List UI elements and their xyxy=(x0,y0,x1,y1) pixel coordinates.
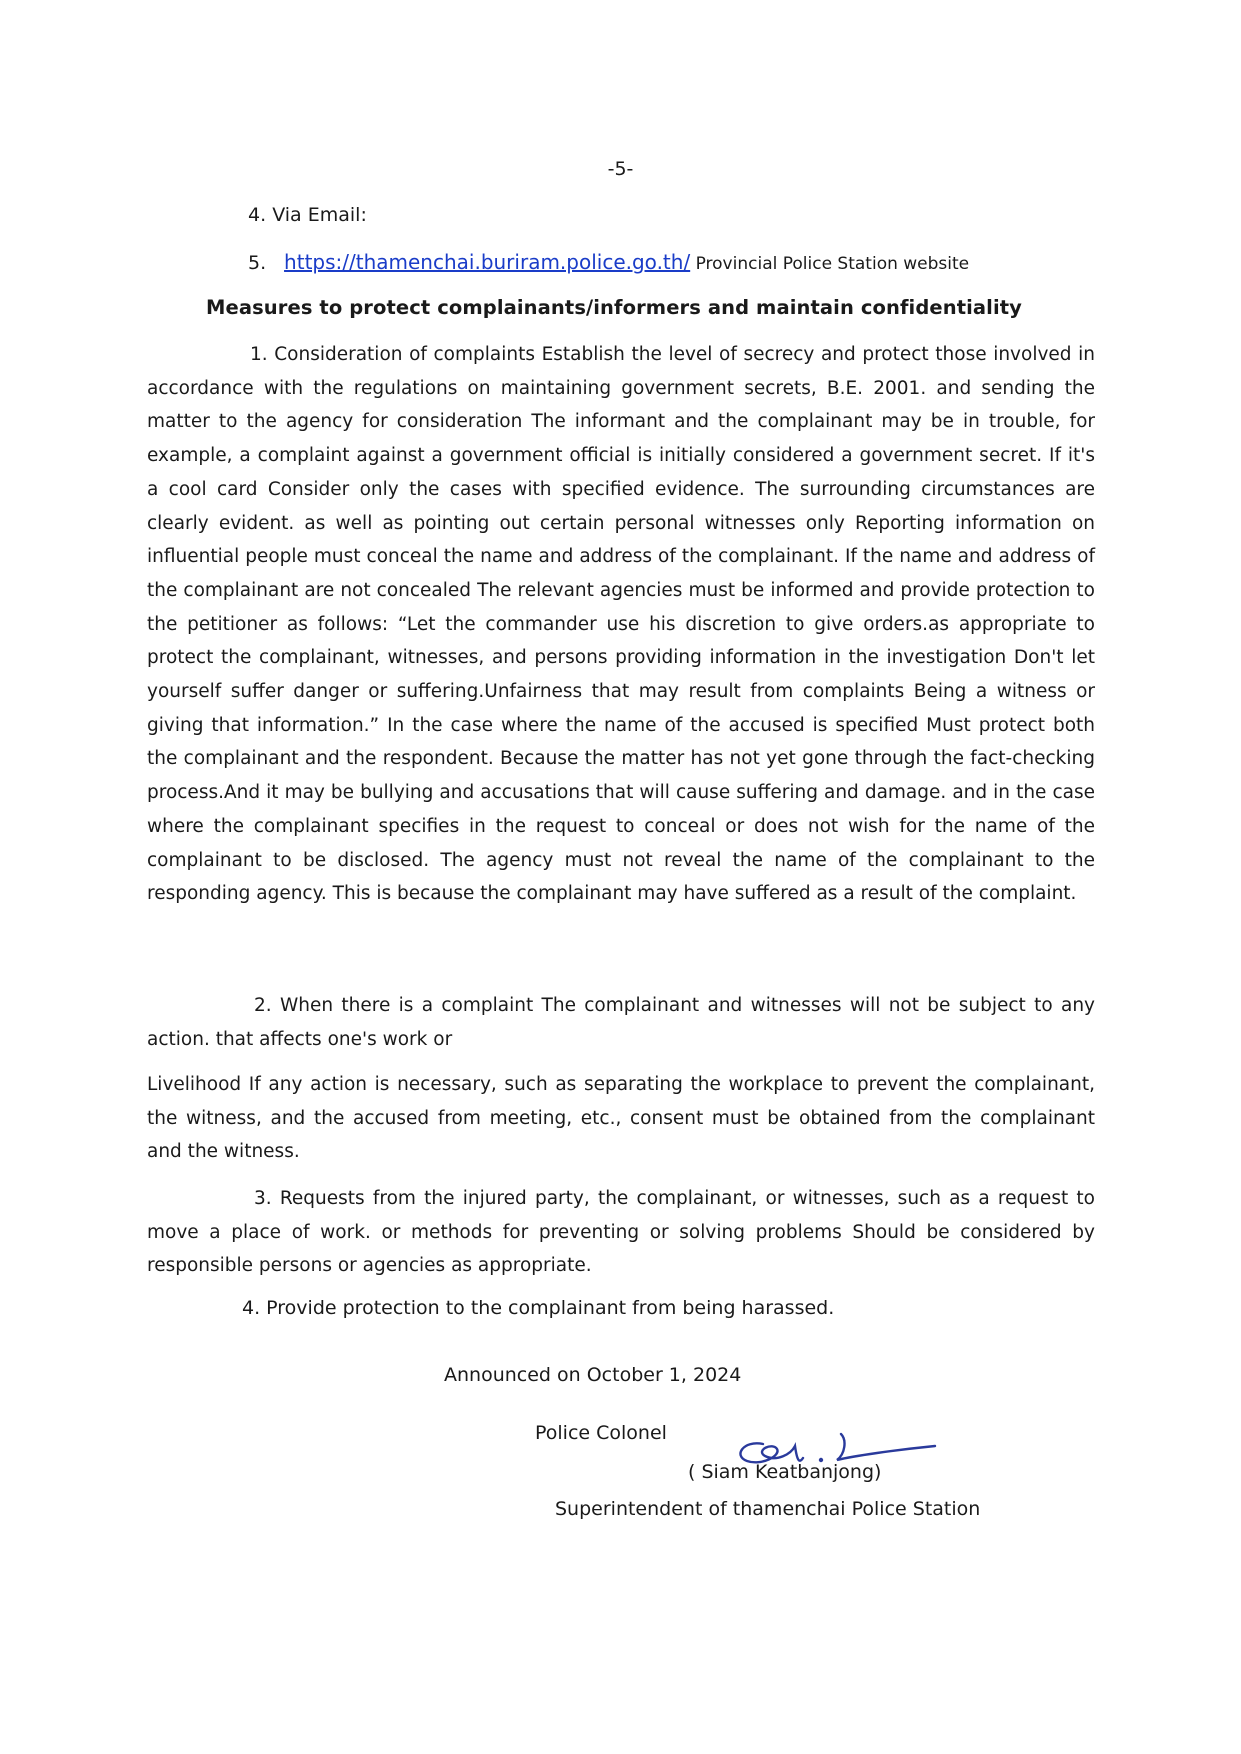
contact-label: Via Email: xyxy=(272,204,367,226)
measure-paragraph-4: 4. Provide protection to the complainant from being harassed. xyxy=(242,1297,835,1319)
announcement-date: Announced on October 1, 2024 xyxy=(444,1364,742,1386)
measure-paragraph-3: 3. Requests from the injured party, the complainant, or witnesses, such as a request to move a place of work. or methods for preventing or solving problems Should be considered by responsible persons or agencies as appropriate. xyxy=(147,1188,1095,1277)
website-description: Provincial Police Station website xyxy=(690,254,970,274)
measure-paragraph-2-continued: Livelihood If any action is necessary, such as separating the workplace to prevent the complainant, the witness, and the accused from meeting, etc., consent must be obtained from the complainant and the witness. xyxy=(147,1074,1095,1163)
measure-paragraph-1: 1. Consideration of complaints Establish the level of secrecy and protect those involved in accordance with the regulations on maintaining government secrets, B.E. 2001. and sending the matter to the agency for consideration The informant and the complainant may be in trouble, for example, a complaint against a government official is initially considered a government secret. If it's a cool card Consider only the cases with specified evidence. The surrounding circumstances are clearly evident. as well as pointing out certain personal witnesses only Reporting information on influential people must conceal the name and address of the complainant. If the name and address of the complainant are not concealed The relevant agencies must be informed and provide protection to the petitioner as follows: “Let the commander use his discretion to give orders.as appropriate to protect the complainant, witnesses, and persons providing information in the investigation Don't let yourself suffer danger or suffering.Unfairness that may result from complaints Being a witness or giving that information.” In the case where the name of the accused is specified Must protect both the complainant and the respondent. Because the matter has not yet gone through the fact-checking process.And it may be bullying and accusations that will cause suffering and damage. and in the case where the complainant specifies in the request to conceal or does not wish for the name of the complainant to be disclosed. The agency must not reveal the name of the complainant to the responding agency. This is because the complainant may have suffered as a result of the complaint. xyxy=(147,344,1095,905)
signatory-name: ( Siam Keatbanjong) xyxy=(688,1461,882,1483)
signature-stroke-tail xyxy=(837,1434,935,1460)
signatory-rank: Police Colonel xyxy=(535,1422,667,1444)
signature-stroke xyxy=(740,1443,803,1462)
website-link[interactable]: https://thamenchai.buriram.police.go.th/ xyxy=(284,250,691,274)
page-number: -5- xyxy=(607,158,634,180)
section-heading: Measures to protect complainants/informers and maintain confidentiality xyxy=(206,296,1022,319)
measure-paragraph-2: 2. When there is a complaint The complainant and witnesses will not be subject to any action. that affects one's work or xyxy=(147,995,1095,1050)
contact-item-website xyxy=(248,250,969,274)
signatory-title: Superintendent of thamenchai Police Station xyxy=(555,1498,981,1520)
contact-number: 5. xyxy=(248,252,267,274)
contact-number: 4. xyxy=(248,204,267,226)
contact-item-email xyxy=(248,204,367,226)
